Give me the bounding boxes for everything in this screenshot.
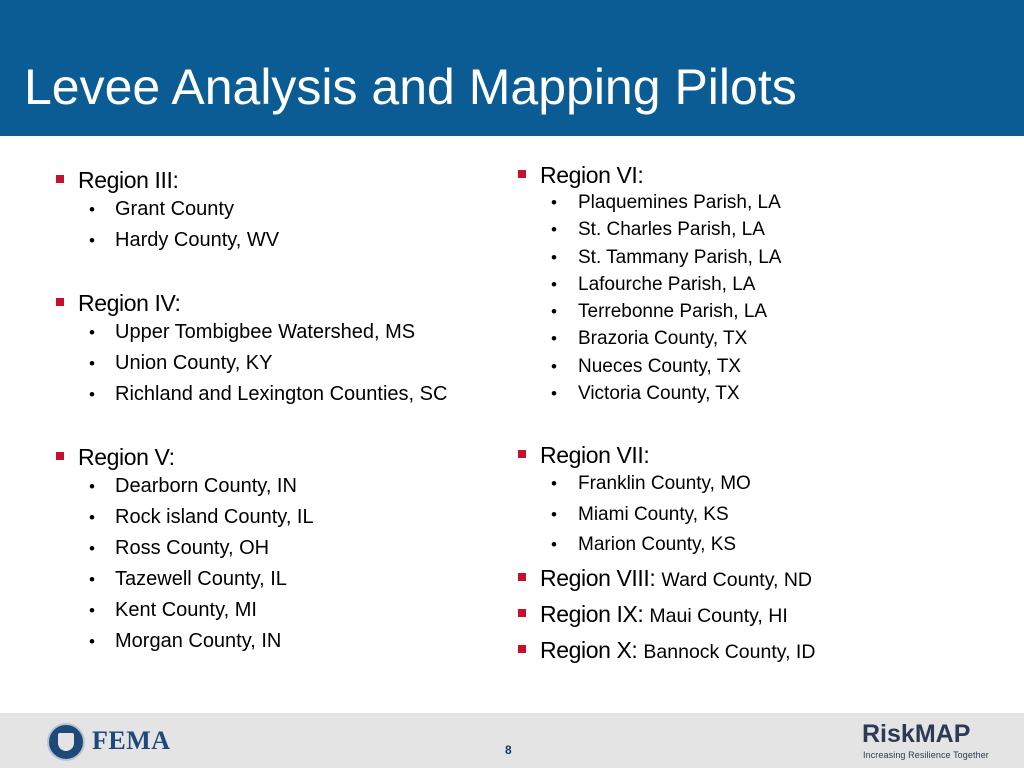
region-label: Region III: <box>78 167 179 193</box>
fema-logo: FEMA <box>92 726 171 755</box>
list-item: • Upper Tombigbee Watershed, MS <box>52 317 512 348</box>
list-item: • Dearborn County, IN <box>52 471 512 502</box>
list-item: • Union County, KY <box>52 348 512 379</box>
region-label: Region V: <box>78 444 175 470</box>
region-label: Region VIII: <box>540 564 656 591</box>
region-heading <box>514 441 1014 469</box>
list-item: • Hardy County, WV <box>52 225 512 256</box>
riskmap-map: MAP <box>914 720 971 748</box>
square-bullet-icon <box>518 573 526 581</box>
riskmap-tagline: Increasing Resilience Together <box>863 750 989 760</box>
region-label: Region VII: <box>540 442 650 469</box>
square-bullet-icon <box>518 645 526 653</box>
slide-title: Levee Analysis and Mapping Pilots <box>24 59 797 115</box>
list-item: • Morgan County, IN <box>52 626 512 657</box>
region-heading <box>514 600 1014 630</box>
county-list <box>514 189 1014 407</box>
region-label: Region IX: <box>540 600 644 627</box>
inline-county: Maui County, HI <box>649 604 788 627</box>
list-item: • Ross County, OH <box>52 533 512 564</box>
list-item: • Richland and Lexington Counties, SC <box>52 379 512 410</box>
region-heading <box>514 564 1014 594</box>
square-bullet-icon <box>518 450 526 458</box>
list-item: • St. Tammany Parish, LA <box>514 244 1014 271</box>
dhs-seal-icon <box>47 723 85 761</box>
page-number: 8 <box>505 743 512 757</box>
left-column <box>52 166 512 657</box>
region-heading <box>52 166 512 194</box>
list-item: • Plaquemines Parish, LA <box>514 189 1014 216</box>
list-item: • Marion County, KS <box>514 530 1014 561</box>
square-bullet-icon <box>518 609 526 617</box>
county-list <box>52 471 512 657</box>
county-list <box>514 469 1014 561</box>
region-heading <box>514 161 1014 189</box>
region-heading <box>52 289 512 317</box>
region-label: Region IV: <box>78 290 181 316</box>
list-item: • Franklin County, MO <box>514 469 1014 500</box>
list-item: • Kent County, MI <box>52 595 512 626</box>
region-heading <box>52 443 512 471</box>
county-list <box>52 317 512 410</box>
region-label: Region VI: <box>540 162 644 188</box>
region-label: Region X: <box>540 636 638 663</box>
square-bullet-icon <box>56 175 64 183</box>
list-item: • Miami County, KS <box>514 500 1014 531</box>
list-item: • Tazewell County, IL <box>52 564 512 595</box>
inline-county: Bannock County, ID <box>643 640 816 663</box>
riskmap-logo <box>862 720 970 748</box>
list-item: • Nueces County, TX <box>514 353 1014 380</box>
list-item: • St. Charles Parish, LA <box>514 216 1014 243</box>
footer <box>0 713 1024 768</box>
right-column <box>514 161 1014 666</box>
square-bullet-icon <box>56 452 64 460</box>
riskmap-risk: Risk <box>862 720 915 748</box>
list-item: • Rock island County, IL <box>52 502 512 533</box>
region-heading <box>514 636 1014 666</box>
square-bullet-icon <box>518 170 526 178</box>
title-bar <box>0 0 1024 136</box>
list-item: • Brazoria County, TX <box>514 325 1014 352</box>
list-item: • Lafourche Parish, LA <box>514 271 1014 298</box>
inline-county: Ward County, ND <box>661 568 813 591</box>
list-item: • Victoria County, TX <box>514 380 1014 407</box>
list-item: • Terrebonne Parish, LA <box>514 298 1014 325</box>
county-list <box>52 194 512 256</box>
square-bullet-icon <box>56 298 64 306</box>
list-item: • Grant County <box>52 194 512 225</box>
